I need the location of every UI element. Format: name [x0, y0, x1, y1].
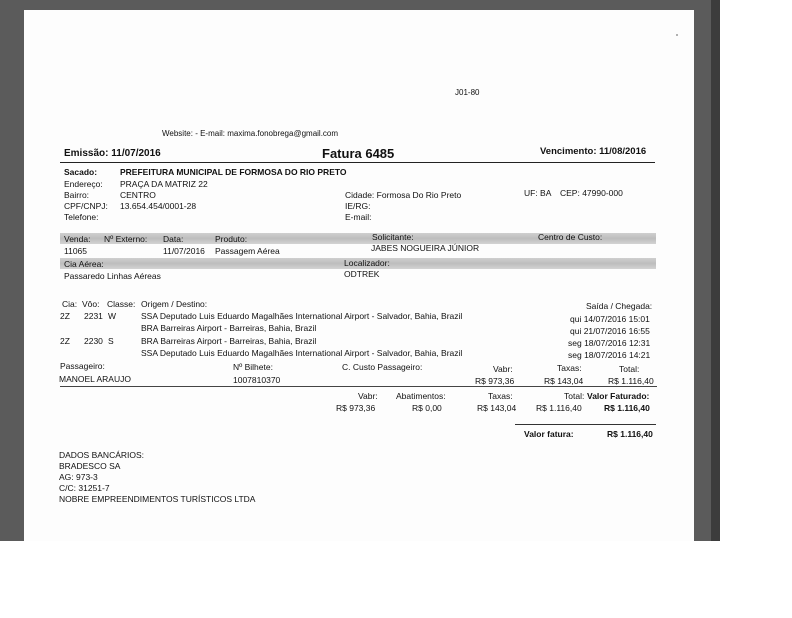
totals-abatimentos-label: Abatimentos:	[396, 391, 446, 401]
cia-label: Cia Aérea:	[64, 259, 104, 269]
cidade: Cidade: Formosa Do Rio Preto	[345, 190, 462, 200]
passageiro-label: Passageiro:	[60, 361, 105, 371]
website-line: Website: - E-mail: maxima.fonobrega@gmail.com	[162, 129, 339, 138]
bairro-value: CENTRO	[120, 190, 156, 200]
data-label: Data:	[163, 234, 184, 244]
ie-rg: IE/RG:	[345, 201, 371, 211]
bank-line: NOBRE EMPREENDIMENTOS TURÍSTICOS LTDA	[59, 494, 256, 504]
flight-classe: S	[108, 336, 114, 346]
totals-vabr: R$ 973,36	[336, 403, 376, 413]
bank-line: DADOS BANCÁRIOS:	[59, 450, 145, 460]
bank-line: C/C: 31251-7	[59, 483, 110, 493]
totals-vabr-label: Vabr:	[358, 391, 378, 401]
flight-cia: 2Z	[60, 336, 70, 346]
doc-code: J01-80	[455, 88, 480, 97]
col-origem: Origem / Destino:	[141, 299, 208, 309]
cep: CEP: 47990-000	[560, 188, 623, 198]
bairro-label: Bairro:	[64, 190, 90, 200]
solicitante-label: Solicitante:	[372, 232, 414, 242]
col-voo: Vôo:	[82, 299, 100, 309]
sacado-value: PREFEITURA MUNICIPAL DE FORMOSA DO RIO PRETO	[120, 167, 347, 177]
valor-faturado-label: Valor Faturado:	[587, 391, 650, 401]
flight-route: SSA Deputado Luis Eduardo Magalhães International Airport - Salvador, Bahia, Brazil	[141, 348, 463, 358]
bank-line: BRADESCO SA	[59, 461, 121, 471]
totals-taxas: R$ 143,04	[477, 403, 517, 413]
bilhete-label: Nº Bilhete:	[233, 362, 273, 372]
data-value: 11/07/2016	[163, 246, 205, 256]
emission-date: Emissão: 11/07/2016	[64, 148, 161, 159]
flight-time: qui 21/07/2016 16:55	[570, 326, 650, 336]
solicitante-value: JABES NOGUEIRA JÚNIOR	[371, 243, 480, 253]
uf: UF: BA	[524, 188, 552, 198]
header-divider	[60, 162, 655, 163]
venda-label: Venda:	[64, 234, 91, 244]
sacado-label: Sacado:	[64, 167, 98, 177]
total-label: Total:	[619, 364, 640, 374]
flight-route: SSA Deputado Luis Eduardo Magalhães International Airport - Salvador, Bahia, Brazil	[141, 311, 463, 321]
flight-classe: W	[108, 311, 117, 321]
valor-fatura-label: Valor fatura:	[524, 429, 574, 439]
flight-route: BRA Barreiras Airport - Barreiras, Bahia, Brazil	[141, 336, 317, 346]
passenger-name: MANOEL ARAUJO	[59, 374, 131, 384]
invoice-title: Fatura 6485	[322, 146, 395, 161]
totals-taxas-label: Taxas:	[488, 391, 513, 401]
taxas-label: Taxas:	[557, 363, 582, 373]
bank-line: AG: 973-3	[59, 472, 98, 482]
scan-speck	[676, 34, 678, 36]
flight-voo: 2231	[84, 311, 103, 321]
passenger-divider	[60, 386, 657, 387]
custo-label: C. Custo Passageiro:	[342, 362, 423, 372]
totals-abatimentos: R$ 0,00	[412, 403, 442, 413]
cpf-value: 13.654.454/0001-28	[120, 201, 197, 211]
produto-label: Produto:	[215, 234, 248, 244]
localizador-label: Localizador:	[344, 258, 390, 268]
fatura-divider	[515, 424, 656, 425]
telefone-label: Telefone:	[64, 212, 99, 222]
externo-label: Nº Externo:	[104, 234, 148, 244]
flight-time: seg 18/07/2016 12:31	[568, 338, 651, 348]
flight-route: BRA Barreiras Airport - Barreiras, Bahia, Brazil	[141, 323, 317, 333]
col-saida: Saída / Chegada:	[586, 301, 653, 311]
vabr-label: Vabr:	[493, 364, 513, 374]
totals-total: R$ 1.116,40	[536, 403, 582, 413]
flight-voo: 2230	[84, 336, 103, 346]
endereco-value: PRAÇA DA MATRIZ 22	[120, 179, 208, 189]
passenger-taxas: R$ 143,04	[544, 376, 584, 386]
invoice-page	[24, 10, 694, 541]
valor-fatura: R$ 1.116,40	[607, 429, 653, 439]
valor-faturado: R$ 1.116,40	[604, 403, 650, 413]
flight-time: qui 14/07/2016 15:01	[570, 314, 650, 324]
centro-custo-label: Centro de Custo:	[538, 232, 603, 242]
passenger-ticket: 1007810370	[233, 375, 281, 385]
localizador-value: ODTREK	[344, 269, 380, 279]
passenger-vabr: R$ 973,36	[475, 376, 515, 386]
endereco-label: Endereço:	[64, 179, 103, 189]
cia-value: Passaredo Linhas Aéreas	[64, 271, 161, 281]
viewer-scrollbar[interactable]	[711, 0, 720, 541]
produto-value: Passagem Aérea	[215, 246, 280, 256]
venda-value: 11065	[64, 246, 88, 256]
cpf-label: CPF/CNPJ:	[64, 201, 108, 211]
totals-total-label: Total:	[564, 391, 585, 401]
flight-time: seg 18/07/2016 14:21	[568, 350, 651, 360]
col-cia: Cia:	[62, 299, 78, 309]
passenger-total: R$ 1.116,40	[608, 376, 654, 386]
email-field: E-mail:	[345, 212, 372, 222]
flight-cia: 2Z	[60, 311, 70, 321]
due-date: Vencimento: 11/08/2016	[540, 146, 647, 157]
col-classe: Classe:	[107, 299, 136, 309]
